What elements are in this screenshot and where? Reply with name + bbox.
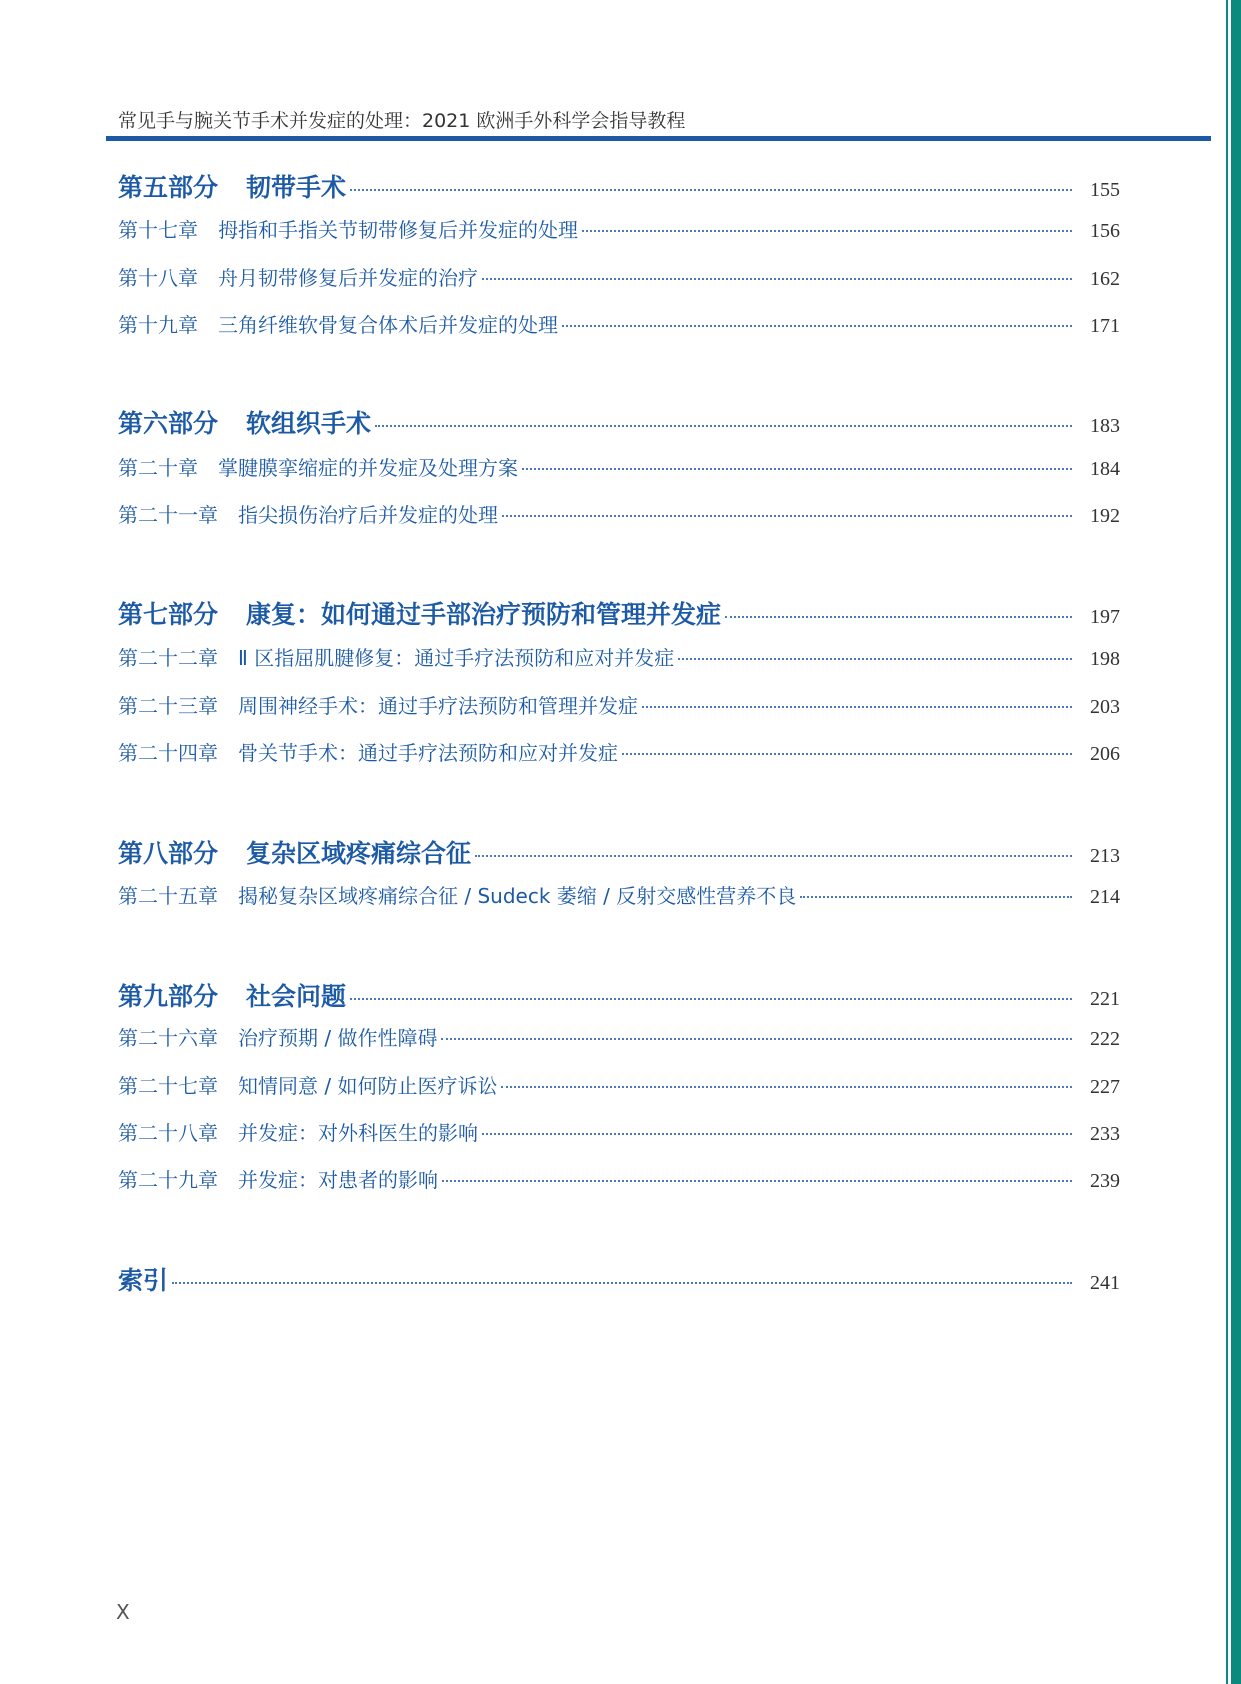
chapter-title: 三角纤维软骨复合体术后并发症的处理 xyxy=(218,313,558,337)
page-number: 233 xyxy=(1090,1123,1120,1145)
toc-chapter-18[interactable] xyxy=(118,262,1120,291)
toc-chapter-26[interactable] xyxy=(118,1022,1120,1051)
part-number: 第六部分 xyxy=(118,409,219,438)
chapter-title: 揭秘复杂区域疼痛综合征 / Sudeck 萎缩 / 反射交感性营养不良 xyxy=(238,884,797,908)
dot-leader xyxy=(442,1180,1072,1182)
page-number: 198 xyxy=(1090,648,1120,670)
part-number: 第八部分 xyxy=(118,839,219,868)
page-number: 197 xyxy=(1090,606,1120,628)
page-number: 184 xyxy=(1090,458,1120,480)
chapter-title: Ⅱ 区指屈肌腱修复：通过手疗法预防和应对并发症 xyxy=(238,646,675,670)
chapter-number: 第二十五章 xyxy=(118,884,218,908)
page-number: 156 xyxy=(1090,220,1120,242)
chapter-title: 拇指和手指关节韧带修复后并发症的处理 xyxy=(218,218,578,242)
part-label xyxy=(118,168,346,204)
chapter-label xyxy=(118,1117,478,1146)
chapter-title: 并发症：对外科医生的影响 xyxy=(238,1121,478,1145)
toc-index[interactable] xyxy=(118,1261,1120,1297)
part-title: 韧带手术 xyxy=(246,173,347,202)
chapter-label xyxy=(118,1164,438,1193)
dot-leader xyxy=(482,1133,1072,1135)
chapter-title: 指尖损伤治疗后并发症的处理 xyxy=(238,503,498,527)
toc-chapter-25[interactable] xyxy=(118,880,1120,909)
dot-leader xyxy=(522,468,1072,470)
chapter-title: 舟月韧带修复后并发症的治疗 xyxy=(218,266,478,290)
toc-part-8[interactable] xyxy=(118,834,1120,870)
part-number: 第七部分 xyxy=(118,600,219,629)
chapter-label xyxy=(118,309,558,338)
part-title: 软组织手术 xyxy=(246,409,372,438)
dot-leader xyxy=(678,658,1072,660)
page-number: 155 xyxy=(1090,179,1120,201)
toc-chapter-23[interactable] xyxy=(118,690,1120,719)
page-folio: X xyxy=(116,1600,130,1624)
part-label xyxy=(118,595,721,631)
chapter-number: 第二十三章 xyxy=(118,694,218,718)
chapter-number: 第二十七章 xyxy=(118,1074,218,1098)
chapter-label xyxy=(118,737,618,766)
chapter-title: 治疗预期 / 做作性障碍 xyxy=(238,1026,438,1050)
chapter-number: 第二十章 xyxy=(118,456,198,480)
chapter-number: 第十八章 xyxy=(118,266,198,290)
chapter-label xyxy=(118,499,498,528)
page-number: 241 xyxy=(1090,1272,1120,1294)
chapter-number: 第十九章 xyxy=(118,313,198,337)
chapter-label xyxy=(118,642,674,671)
chapter-label xyxy=(118,880,796,909)
dot-leader xyxy=(562,325,1072,327)
page-number: 227 xyxy=(1090,1076,1120,1098)
chapter-label xyxy=(118,1022,437,1051)
dot-leader xyxy=(475,855,1072,857)
toc-chapter-22[interactable] xyxy=(118,642,1120,671)
chapter-number: 第二十四章 xyxy=(118,741,218,765)
part-label xyxy=(118,834,471,870)
page-number: 183 xyxy=(1090,415,1120,437)
page-number: 213 xyxy=(1090,845,1120,867)
toc-chapter-19[interactable] xyxy=(118,309,1120,338)
toc-chapter-17[interactable] xyxy=(118,214,1120,243)
dot-leader xyxy=(800,896,1072,898)
toc-chapter-21[interactable] xyxy=(118,499,1120,528)
chapter-title: 并发症：对患者的影响 xyxy=(238,1168,438,1192)
dot-leader xyxy=(350,998,1072,1000)
chapter-title: 周围神经手术：通过手疗法预防和管理并发症 xyxy=(238,694,638,718)
dot-leader xyxy=(350,189,1072,191)
page-number: 192 xyxy=(1090,505,1120,527)
page-edge-band xyxy=(1231,0,1241,1684)
dot-leader xyxy=(642,706,1072,708)
chapter-title: 知情同意 / 如何防止医疗诉讼 xyxy=(238,1074,498,1098)
toc-chapter-29[interactable] xyxy=(118,1164,1120,1193)
dot-leader xyxy=(482,278,1072,280)
toc-chapter-24[interactable] xyxy=(118,737,1120,766)
toc-part-5[interactable] xyxy=(118,168,1120,204)
dot-leader xyxy=(502,515,1072,517)
toc-part-9[interactable] xyxy=(118,977,1120,1013)
chapter-title: 骨关节手术：通过手疗法预防和应对并发症 xyxy=(238,741,618,765)
index-title: 索引 xyxy=(118,1266,169,1295)
chapter-label xyxy=(118,1070,497,1099)
part-number: 第九部分 xyxy=(118,982,219,1011)
page-number: 203 xyxy=(1090,696,1120,718)
page-number: 214 xyxy=(1090,886,1120,908)
chapter-number: 第二十九章 xyxy=(118,1168,218,1192)
toc-chapter-28[interactable] xyxy=(118,1117,1120,1146)
chapter-number: 第二十二章 xyxy=(118,646,218,670)
page-number: 222 xyxy=(1090,1028,1120,1050)
table-of-contents xyxy=(118,0,1120,1684)
part-label xyxy=(118,404,371,440)
chapter-number: 第二十八章 xyxy=(118,1121,218,1145)
chapter-number: 第十七章 xyxy=(118,218,198,242)
page-number: 162 xyxy=(1090,268,1120,290)
chapter-label xyxy=(118,262,478,291)
chapter-number: 第二十一章 xyxy=(118,503,218,527)
part-title: 复杂区域疼痛综合征 xyxy=(246,839,472,868)
part-title: 社会问题 xyxy=(246,982,347,1011)
page-number: 171 xyxy=(1090,315,1120,337)
chapter-label xyxy=(118,452,518,481)
dot-leader xyxy=(622,753,1072,755)
dot-leader xyxy=(501,1086,1072,1088)
dot-leader xyxy=(725,616,1072,618)
chapter-title: 掌腱膜挛缩症的并发症及处理方案 xyxy=(218,456,518,480)
toc-chapter-27[interactable] xyxy=(118,1070,1120,1099)
dot-leader xyxy=(582,230,1072,232)
page-number: 206 xyxy=(1090,743,1120,765)
toc-part-7[interactable] xyxy=(118,595,1120,631)
chapter-label xyxy=(118,214,578,243)
part-label xyxy=(118,977,346,1013)
part-number: 第五部分 xyxy=(118,173,219,202)
page-number: 239 xyxy=(1090,1170,1120,1192)
dot-leader xyxy=(172,1282,1072,1284)
dot-leader xyxy=(375,425,1072,427)
chapter-number: 第二十六章 xyxy=(118,1026,218,1050)
page-number: 221 xyxy=(1090,988,1120,1010)
dot-leader xyxy=(441,1038,1072,1040)
running-header: 常见手与腕关节手术并发症的处理：2021 欧洲手外科学会指导教程 xyxy=(118,110,686,132)
part-title: 康复：如何通过手部治疗预防和管理并发症 xyxy=(246,600,722,629)
chapter-label xyxy=(118,690,638,719)
toc-chapter-20[interactable] xyxy=(118,452,1120,481)
toc-part-6[interactable] xyxy=(118,404,1120,440)
